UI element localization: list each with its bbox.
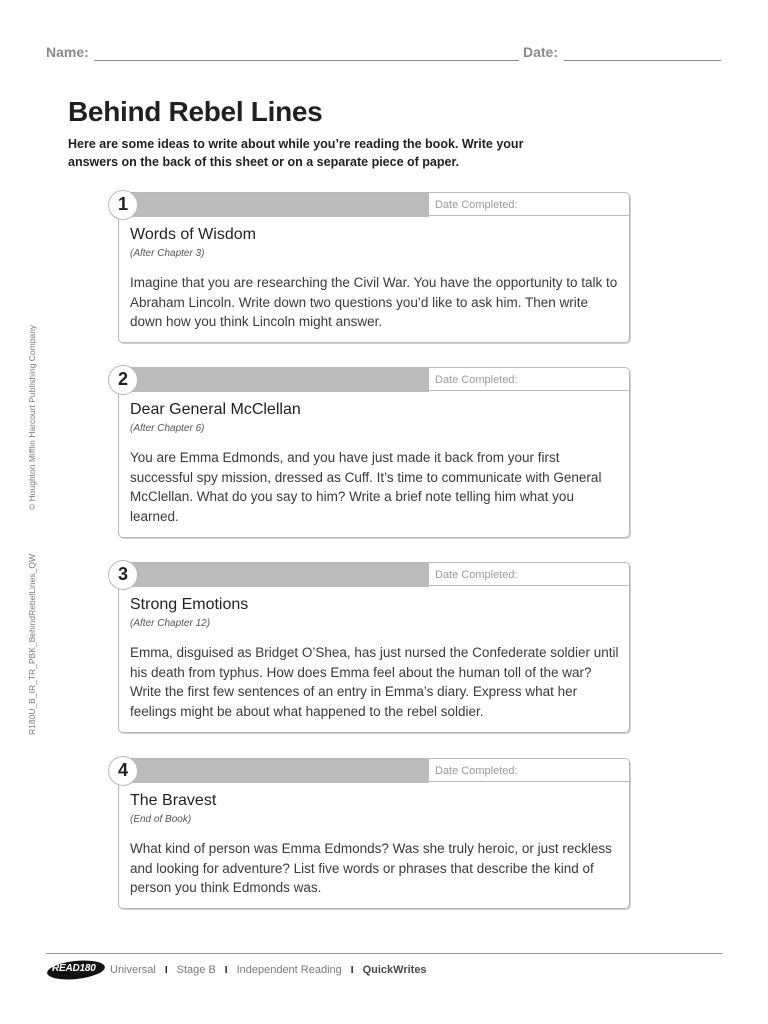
date-completed-field[interactable]: Date Completed:: [429, 563, 629, 586]
date-completed-field[interactable]: Date Completed:: [429, 759, 629, 782]
card-header: [119, 759, 629, 783]
intro-text: Here are some ideas to write about while you’re reading the book. Write your answers on the back of this sheet or on a separate piece of paper.: [68, 137, 524, 169]
document-code: [27, 525, 41, 735]
prompt-body: Emma, disguised as Bridget O’Shea, has just nursed the Confederate soldier until his death from typhus. How does Emma feel about the human toll of the war? Write the first few sentences of an entry in Emma’s diary. Express what her feelings might be about what happened to the rebel soldier.: [130, 645, 619, 719]
name-date-header: [46, 44, 722, 64]
document-code-text: R180U_B_IR_TR_PBK_BehindRebelLines_QW: [27, 554, 37, 735]
footer-quickwrites: QuickWrites: [362, 964, 427, 976]
footer-separator: I: [224, 964, 228, 976]
footer-stage: Stage B: [176, 964, 216, 976]
prompt-number-badge: 4: [108, 756, 138, 786]
prompt-subtitle: (After Chapter 12): [130, 618, 211, 629]
logo-text: READ180: [52, 963, 96, 974]
footer-independent-reading: Independent Reading: [236, 964, 342, 976]
name-label: Name:: [46, 44, 89, 60]
card-header: [119, 563, 629, 587]
footer-separator: I: [164, 964, 168, 976]
copyright-credit: [27, 290, 41, 510]
name-field-line[interactable]: [94, 60, 519, 61]
date-completed-field[interactable]: Date Completed:: [429, 368, 629, 391]
prompt-number-badge: 1: [108, 190, 138, 220]
date-label: Date:: [523, 44, 559, 60]
prompt-title: Strong Emotions: [130, 596, 249, 613]
card-header-bar: [119, 759, 429, 783]
prompt-card-2: [118, 367, 630, 538]
prompt-subtitle: (After Chapter 6): [130, 423, 205, 434]
prompt-title: The Bravest: [130, 792, 217, 809]
prompt-title: Words of Wisdom: [130, 226, 256, 243]
date-field-line[interactable]: [564, 60, 721, 61]
prompt-card-3: [118, 562, 630, 733]
footer-universal: Universal: [110, 964, 156, 976]
prompt-body: Imagine that you are researching the Civil War. You have the opportunity to talk to Abraham Lincoln. Write down two questions you’d like to ask him. Then write down how you think Lincoln might answer.: [130, 275, 618, 330]
footer-separator: I: [350, 964, 354, 976]
card-header: [119, 193, 629, 217]
footer: [46, 959, 427, 981]
card-header: [119, 368, 629, 392]
prompt-subtitle: (End of Book): [130, 814, 192, 825]
prompt-body: You are Emma Edmonds, and you have just made it back from your first successful spy mission, dressed as Cuff. It’s time to communicate with General McClellan. What do you say to him? Write a brief note telling him what you learned.: [130, 450, 602, 524]
card-header-bar: [119, 193, 429, 217]
card-header-bar: [119, 563, 429, 587]
prompt-card-4: [118, 758, 630, 909]
prompt-subtitle: (After Chapter 3): [130, 248, 205, 259]
footer-divider: [46, 953, 723, 954]
copyright-text: © Houghton Mifflin Harcourt Publishing Company: [27, 324, 37, 510]
prompt-number-badge: 2: [108, 365, 138, 395]
prompt-number-badge: 3: [108, 560, 138, 590]
prompt-card-1: [118, 192, 630, 343]
prompt-body: What kind of person was Emma Edmonds? Was she truly heroic, or just reckless and looking for adventure? List five words or phrases that describe the kind of person you think Edmonds was.: [130, 841, 612, 896]
read180-logo: [46, 960, 106, 980]
date-completed-field[interactable]: Date Completed:: [429, 193, 629, 216]
page-title: Behind Rebel Lines: [68, 96, 323, 127]
card-header-bar: [119, 368, 429, 392]
prompt-title: Dear General McClellan: [130, 401, 301, 418]
